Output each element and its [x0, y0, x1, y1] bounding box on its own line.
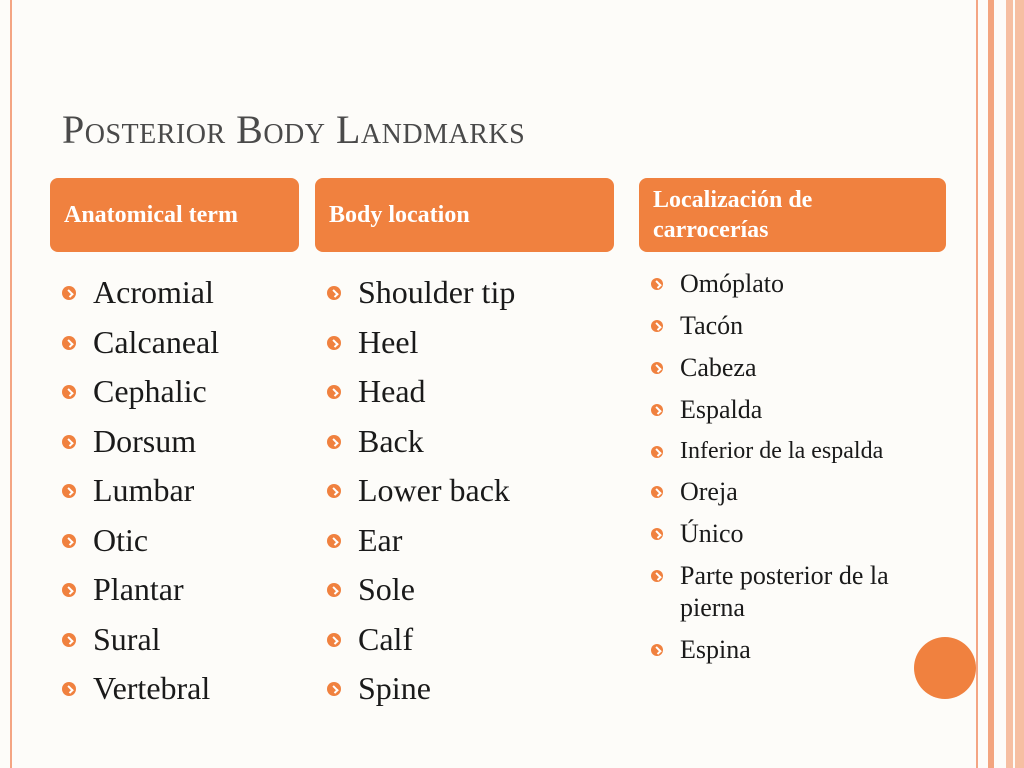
column-header-spanish-location: Localización de carrocerías [639, 178, 946, 252]
column-header-body-location: Body location [315, 178, 614, 252]
right-border-stripe [976, 0, 978, 768]
anatomical-term-list [62, 268, 219, 714]
column-header-anatomical-term: Anatomical term [50, 178, 299, 252]
list-item-text: Tacón [680, 311, 744, 340]
list-item-text: Único [680, 519, 744, 548]
list-item [327, 664, 515, 714]
bullet-icon [651, 528, 663, 540]
list-item [327, 466, 515, 516]
list-item [327, 367, 515, 417]
list-item [651, 476, 911, 508]
list-item [327, 615, 515, 665]
bullet-icon [327, 286, 341, 300]
bullet-icon [62, 435, 76, 449]
list-item-text: Acromial [93, 274, 214, 310]
list-item-text: Heel [358, 323, 419, 360]
bullet-icon [327, 534, 341, 548]
left-border-rule [10, 0, 12, 768]
list-item [651, 634, 911, 666]
list-item-text: Inferior de la espalda [680, 438, 884, 464]
bullet-icon [327, 484, 341, 498]
list-item-text: Vertebral [93, 670, 211, 706]
list-item-text: Back [358, 422, 424, 459]
list-item-text: Cabeza [680, 353, 757, 382]
list-item [62, 417, 219, 467]
list-item-text: Calcaneal [93, 323, 220, 360]
list-item [62, 516, 219, 566]
list-item [651, 560, 911, 624]
list-item [62, 318, 219, 368]
list-item [62, 615, 219, 665]
bullet-icon [327, 435, 341, 449]
slide-title: Posterior Body Landmarks [62, 107, 526, 152]
list-item [62, 565, 219, 615]
list-item-text: Espina [680, 635, 751, 664]
list-item-text: Omóplato [680, 269, 784, 298]
bullet-icon [651, 644, 663, 656]
list-item-text: Calf [358, 620, 414, 657]
list-item [651, 394, 911, 426]
list-item-text: Parte posterior de la pierna [680, 561, 889, 622]
list-item-text: Oreja [680, 477, 738, 506]
spanish-location-list [651, 268, 911, 676]
list-item-text: Shoulder tip [358, 274, 516, 310]
bullet-icon [651, 320, 663, 332]
list-item [327, 565, 515, 615]
list-item-text: Plantar [93, 571, 184, 607]
list-item-text: Cephalic [93, 373, 207, 409]
bullet-icon [327, 633, 341, 647]
bullet-icon [651, 278, 663, 290]
bullet-icon [327, 583, 341, 597]
list-item [327, 268, 515, 318]
list-item-text: Sural [93, 620, 161, 657]
list-item [327, 417, 515, 467]
right-border-stripe [1006, 0, 1024, 768]
list-item [62, 367, 219, 417]
body-location-list [327, 268, 515, 714]
list-item-text: Sole [358, 571, 415, 607]
bullet-icon [651, 362, 663, 374]
bullet-icon [651, 404, 663, 416]
list-item [651, 518, 911, 550]
bullet-icon [651, 486, 663, 498]
bullet-icon [62, 534, 76, 548]
list-item-text: Dorsum [93, 422, 197, 459]
list-item [651, 352, 911, 384]
bullet-icon [327, 336, 341, 350]
bullet-icon [327, 385, 341, 399]
list-item-text: Lumbar [93, 472, 195, 508]
decorative-circle [914, 637, 976, 699]
bullet-icon [651, 446, 663, 458]
list-item-text: Spine [358, 670, 431, 706]
list-item-text: Otic [93, 521, 149, 558]
list-item [62, 664, 219, 714]
list-item-text: Lower back [358, 472, 510, 508]
bullet-icon [62, 286, 76, 300]
list-item [327, 318, 515, 368]
bullet-icon [327, 682, 341, 696]
list-item [651, 268, 911, 300]
bullet-icon [62, 583, 76, 597]
list-item-text: Espalda [680, 395, 763, 424]
list-item [327, 516, 515, 566]
list-item-text: Ear [358, 521, 403, 558]
list-item [62, 466, 219, 516]
bullet-icon [62, 385, 76, 399]
bullet-icon [62, 682, 76, 696]
right-border-stripe [1013, 0, 1015, 768]
list-item [651, 436, 911, 466]
list-item [651, 310, 911, 342]
bullet-icon [62, 633, 76, 647]
bullet-icon [62, 484, 76, 498]
right-border-stripe [988, 0, 994, 768]
list-item [62, 268, 219, 318]
bullet-icon [651, 570, 663, 582]
bullet-icon [62, 336, 76, 350]
list-item-text: Head [358, 373, 426, 409]
